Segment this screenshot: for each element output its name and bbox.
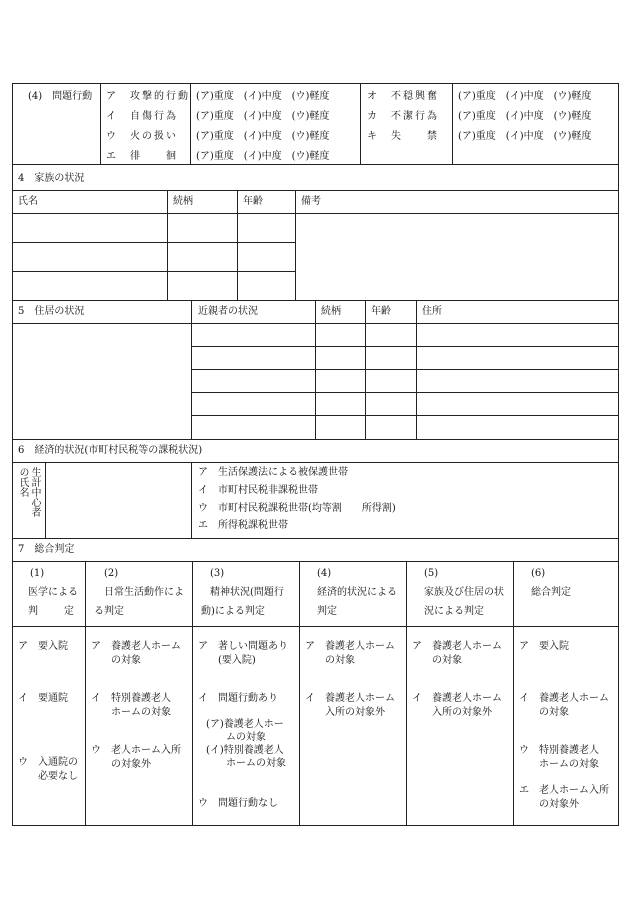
- divider: [191, 346, 619, 347]
- judgment-option: の対象: [305, 655, 355, 666]
- severity-levels: (ア)重度 (イ)中度 (ウ)軽度: [196, 151, 330, 162]
- judgment-sub-option: (イ)特別養護老人: [206, 745, 284, 756]
- divider: [12, 462, 619, 463]
- judgment-option: ア 養護老人ホーム: [305, 641, 395, 652]
- judgment-col-head: 総合判定: [531, 587, 571, 598]
- income-earner-label: の氏名: [17, 467, 28, 497]
- divider: [191, 392, 619, 393]
- judgment-col-head: 家族及び住居の状: [424, 587, 504, 598]
- judgment-option: イ 問題行動あり: [198, 693, 278, 704]
- divider: [100, 83, 101, 164]
- relatives-header-relation: 続柄: [321, 306, 341, 317]
- severity-levels: (ア)重度 (イ)中度 (ウ)軽度: [196, 111, 330, 122]
- judgment-option: ウ 入通院の: [18, 757, 78, 768]
- divider: [12, 271, 295, 272]
- judgment-option: の対象外: [91, 759, 151, 770]
- judgment-option: ア 養護老人ホーム: [412, 641, 502, 652]
- judgment-option: 必要なし: [18, 771, 78, 782]
- divider: [191, 369, 619, 370]
- divider: [12, 561, 619, 562]
- behavior-item: キ 失 禁: [367, 131, 439, 142]
- divider: [192, 561, 193, 826]
- divider: [295, 190, 296, 300]
- severity-levels: (ア)重度 (イ)中度 (ウ)軽度: [196, 91, 330, 102]
- judgment-option: ア 要入院: [18, 641, 68, 652]
- judgment-option: イ 養護老人ホーム: [519, 693, 609, 704]
- severity-levels: (ア)重度 (イ)中度 (ウ)軽度: [458, 131, 592, 142]
- judgment-option: ウ 問題行動なし: [198, 798, 278, 809]
- judgment-col-head: 日常生活動作によ: [104, 587, 184, 598]
- divider: [191, 415, 619, 416]
- divider: [513, 561, 514, 826]
- relatives-header: 近親者の状況: [198, 306, 258, 317]
- divider: [12, 242, 295, 243]
- behavior-item: エ 徘 徊: [106, 151, 178, 162]
- tax-status-option: イ 市町村民税非課税世帯: [198, 485, 318, 496]
- judgment-col-head: 判定: [317, 606, 337, 617]
- divider: [45, 462, 46, 538]
- judgment-option: ウ 老人ホーム入所: [91, 745, 181, 756]
- judgment-col-head: 動)による判定: [201, 606, 265, 617]
- tax-status-option: エ 所得税課税世帯: [198, 520, 288, 531]
- judgment-option: 入所の対象外: [305, 707, 385, 718]
- divider: [406, 561, 407, 826]
- divider: [12, 626, 619, 627]
- divider: [299, 561, 300, 826]
- judgment-option: の対象外: [519, 799, 579, 810]
- judgment-option: ホームの対象: [91, 707, 171, 718]
- divider: [167, 190, 168, 300]
- judgment-col-head: 判 定: [28, 606, 76, 617]
- judgment-sub-option: ホームの対象: [206, 758, 286, 769]
- judgment-option: エ 老人ホーム入所: [519, 785, 609, 796]
- family-header-notes: 備考: [301, 196, 321, 207]
- judgment-option: の対象: [519, 707, 569, 718]
- judgment-col-head: 経済的状況による: [317, 587, 397, 598]
- judgment-option: イ 要通院: [18, 693, 68, 704]
- economic-section-title: 6 経済的状況(市町村民税等の課税状況): [18, 445, 203, 456]
- judgment-col-number: (1): [30, 568, 45, 579]
- divider: [237, 190, 238, 300]
- judgment-option: ア 養護老人ホーム: [91, 641, 181, 652]
- behavior-label: (4) 問題行動: [28, 91, 93, 102]
- judgment-col-head: 況による判定: [424, 606, 484, 617]
- divider: [191, 462, 192, 538]
- judgment-sub-option: ムの対象: [206, 732, 266, 743]
- severity-levels: (ア)重度 (イ)中度 (ウ)軽度: [196, 131, 330, 142]
- family-section-title: 4 家族の状況: [18, 173, 85, 184]
- severity-levels: (ア)重度 (イ)中度 (ウ)軽度: [458, 91, 592, 102]
- judgment-option: ウ 特別養護老人: [519, 745, 599, 756]
- judgment-col-number: (5): [424, 568, 439, 579]
- judgment-col-number: (4): [317, 568, 332, 579]
- family-header-name: 氏名: [18, 196, 38, 207]
- judgment-sub-option: (ア)養護老人ホー: [206, 719, 284, 730]
- divider: [12, 164, 619, 165]
- judgment-col-number: (2): [104, 568, 119, 579]
- divider: [190, 83, 191, 164]
- divider: [12, 323, 619, 324]
- judgment-col-head: 医学による: [28, 587, 78, 598]
- judgment-option: 入所の対象外: [412, 707, 492, 718]
- judgment-option: ア 要入院: [519, 641, 569, 652]
- divider: [85, 561, 86, 826]
- relatives-header-address: 住所: [422, 306, 442, 317]
- judgment-option: の対象: [412, 655, 462, 666]
- judgment-option: イ 養護老人ホーム: [305, 693, 395, 704]
- tax-status-option: ウ 市町村民税課税世帯(均等割 所得割): [198, 503, 396, 514]
- residence-section-title: 5 住居の状況: [18, 306, 85, 317]
- judgment-option: ホームの対象: [519, 759, 599, 770]
- judgment-col-number: (6): [531, 568, 546, 579]
- divider: [360, 83, 361, 164]
- judgment-option: イ 養護老人ホーム: [412, 693, 502, 704]
- judgment-option: イ 特別養護老人: [91, 693, 171, 704]
- judgment-option: ア 著しい問題あり: [198, 641, 288, 652]
- family-header-age: 年齢: [243, 196, 263, 207]
- divider: [12, 538, 619, 539]
- divider: [12, 439, 619, 440]
- divider: [452, 83, 453, 164]
- divider: [12, 213, 619, 214]
- severity-levels: (ア)重度 (イ)中度 (ウ)軽度: [458, 111, 592, 122]
- behavior-item: ア 攻撃的行動: [106, 91, 190, 102]
- relatives-header-age: 年齢: [371, 306, 391, 317]
- behavior-item: オ 不穏興奮: [367, 91, 439, 102]
- judgment-col-head: る判定: [94, 606, 124, 617]
- behavior-item: イ 自傷行為: [106, 111, 178, 122]
- judgment-col-number: (3): [210, 568, 225, 579]
- behavior-item: ウ 火の扱い: [106, 131, 178, 142]
- judgment-section-title: 7 総合判定: [18, 544, 75, 555]
- tax-status-option: ア 生活保護法による被保護世帯: [198, 467, 348, 478]
- divider: [12, 190, 619, 191]
- family-header-relation: 続柄: [173, 196, 193, 207]
- behavior-item: カ 不潔行為: [367, 111, 439, 122]
- judgment-col-head: 精神状況(問題行: [210, 587, 284, 598]
- income-earner-label: 生計中心者: [29, 467, 40, 517]
- judgment-option: の対象: [91, 655, 141, 666]
- judgment-option: (要入院): [198, 655, 256, 666]
